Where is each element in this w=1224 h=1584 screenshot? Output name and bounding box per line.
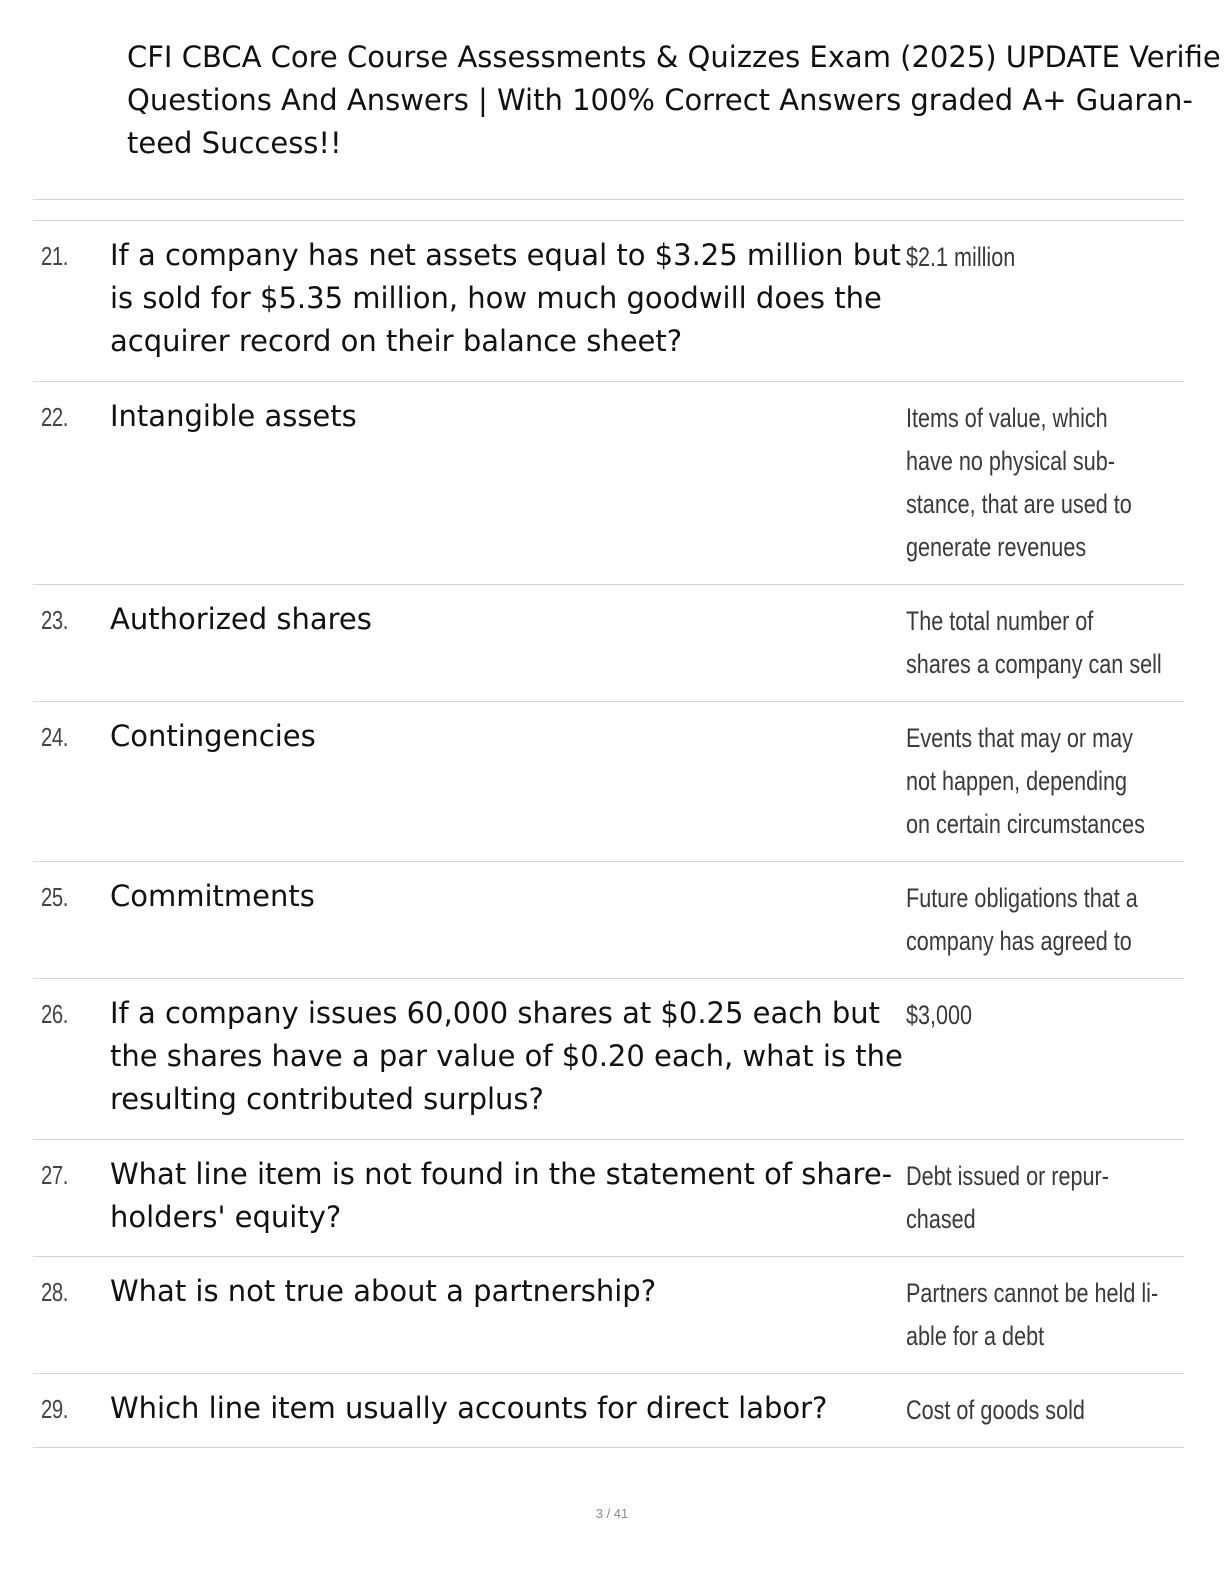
- question-line: Which line item usually accounts for direct labor?: [110, 1391, 828, 1425]
- document-title: [127, 36, 1224, 165]
- document-title-line: CFI CBCA Core Course Assessments & Quizzes Exam (2025) UPDATE Verifie: [127, 40, 1221, 74]
- question-line: acquirer record on their balance sheet?: [110, 324, 683, 358]
- question-text: [110, 992, 910, 1121]
- answer-text: [906, 397, 1162, 569]
- answer-line: Events that may or may: [906, 723, 1133, 753]
- question-text: [110, 1153, 910, 1239]
- answer-line: on certain circumstances: [906, 809, 1145, 839]
- question-text: [110, 1387, 910, 1430]
- question-line: is sold for $5.35 million, how much goodwill does the: [110, 281, 882, 315]
- answer-line: generate revenues: [906, 532, 1087, 562]
- qa-row: [33, 585, 1184, 702]
- question-line: Commitments: [110, 879, 315, 913]
- question-number: 29.: [41, 1394, 69, 1424]
- answer-line: not happen, depending: [906, 766, 1128, 796]
- question-line: If a company issues 60,000 shares at $0.25 each but: [110, 996, 880, 1030]
- answer-line: Debt issued or repur-: [906, 1161, 1109, 1191]
- question-line: holders' equity?: [110, 1200, 342, 1234]
- question-number: 28.: [41, 1277, 69, 1307]
- answer-line: Items of value, which: [906, 403, 1108, 433]
- page-number: 3 / 41: [595, 1506, 629, 1521]
- answer-line: company has agreed to: [906, 926, 1132, 956]
- answer-line: Partners cannot be held li-: [906, 1278, 1159, 1308]
- answer-text: [906, 717, 1162, 846]
- answer-line: able for a debt: [906, 1321, 1045, 1351]
- qa-row: [33, 702, 1184, 862]
- question-text: [110, 875, 910, 918]
- qa-row: [33, 1140, 1184, 1257]
- qa-row: [33, 221, 1184, 382]
- question-line: What line item is not found in the statement of share-: [110, 1157, 893, 1191]
- question-text: [110, 395, 910, 438]
- document-title-line: teed Success!!: [127, 126, 342, 160]
- header-divider: [33, 199, 1184, 200]
- answer-line: shares a company can sell: [906, 649, 1162, 679]
- question-line: the shares have a par value of $0.20 each, what is the: [110, 1039, 903, 1073]
- qa-row: [33, 979, 1184, 1140]
- question-text: [110, 598, 910, 641]
- question-text: [110, 234, 910, 363]
- qa-row: [33, 1257, 1184, 1374]
- answer-line: $3,000: [906, 1000, 973, 1030]
- question-line: Intangible assets: [110, 399, 357, 433]
- answer-line: Cost of goods sold: [906, 1395, 1085, 1425]
- question-line: Authorized shares: [110, 602, 372, 636]
- question-text: [110, 1270, 910, 1313]
- answer-text: [906, 236, 1162, 279]
- question-text: [110, 715, 910, 758]
- question-number: 25.: [41, 882, 69, 912]
- qa-row: [33, 1374, 1184, 1448]
- question-line: Contingencies: [110, 719, 316, 753]
- answer-line: stance, that are used to: [906, 489, 1132, 519]
- question-number: 23.: [41, 605, 69, 635]
- question-number: 21.: [41, 241, 69, 271]
- question-number: 27.: [41, 1160, 69, 1190]
- answer-text: [906, 1272, 1162, 1358]
- answer-line: The total number of: [906, 606, 1094, 636]
- answer-line: have no physical sub-: [906, 446, 1115, 476]
- answer-text: [906, 994, 1162, 1037]
- question-number: 22.: [41, 402, 69, 432]
- question-line: What is not true about a partnership?: [110, 1274, 657, 1308]
- document-title-line: Questions And Answers | With 100% Correct Answers graded A+ Guaran-: [127, 83, 1193, 117]
- question-number: 26.: [41, 999, 69, 1029]
- answer-text: [906, 877, 1162, 963]
- question-number: 24.: [41, 722, 69, 752]
- answer-text: [906, 600, 1162, 686]
- answer-line: Future obligations that a: [906, 883, 1138, 913]
- answer-line: $2.1 million: [906, 242, 1016, 272]
- question-line: If a company has net assets equal to $3.25 million but: [110, 238, 901, 272]
- answer-line: chased: [906, 1204, 976, 1234]
- answer-text: [906, 1155, 1162, 1241]
- qa-row: [33, 862, 1184, 979]
- answer-text: [906, 1389, 1162, 1432]
- question-line: resulting contributed surplus?: [110, 1082, 544, 1116]
- qa-row: [33, 382, 1184, 585]
